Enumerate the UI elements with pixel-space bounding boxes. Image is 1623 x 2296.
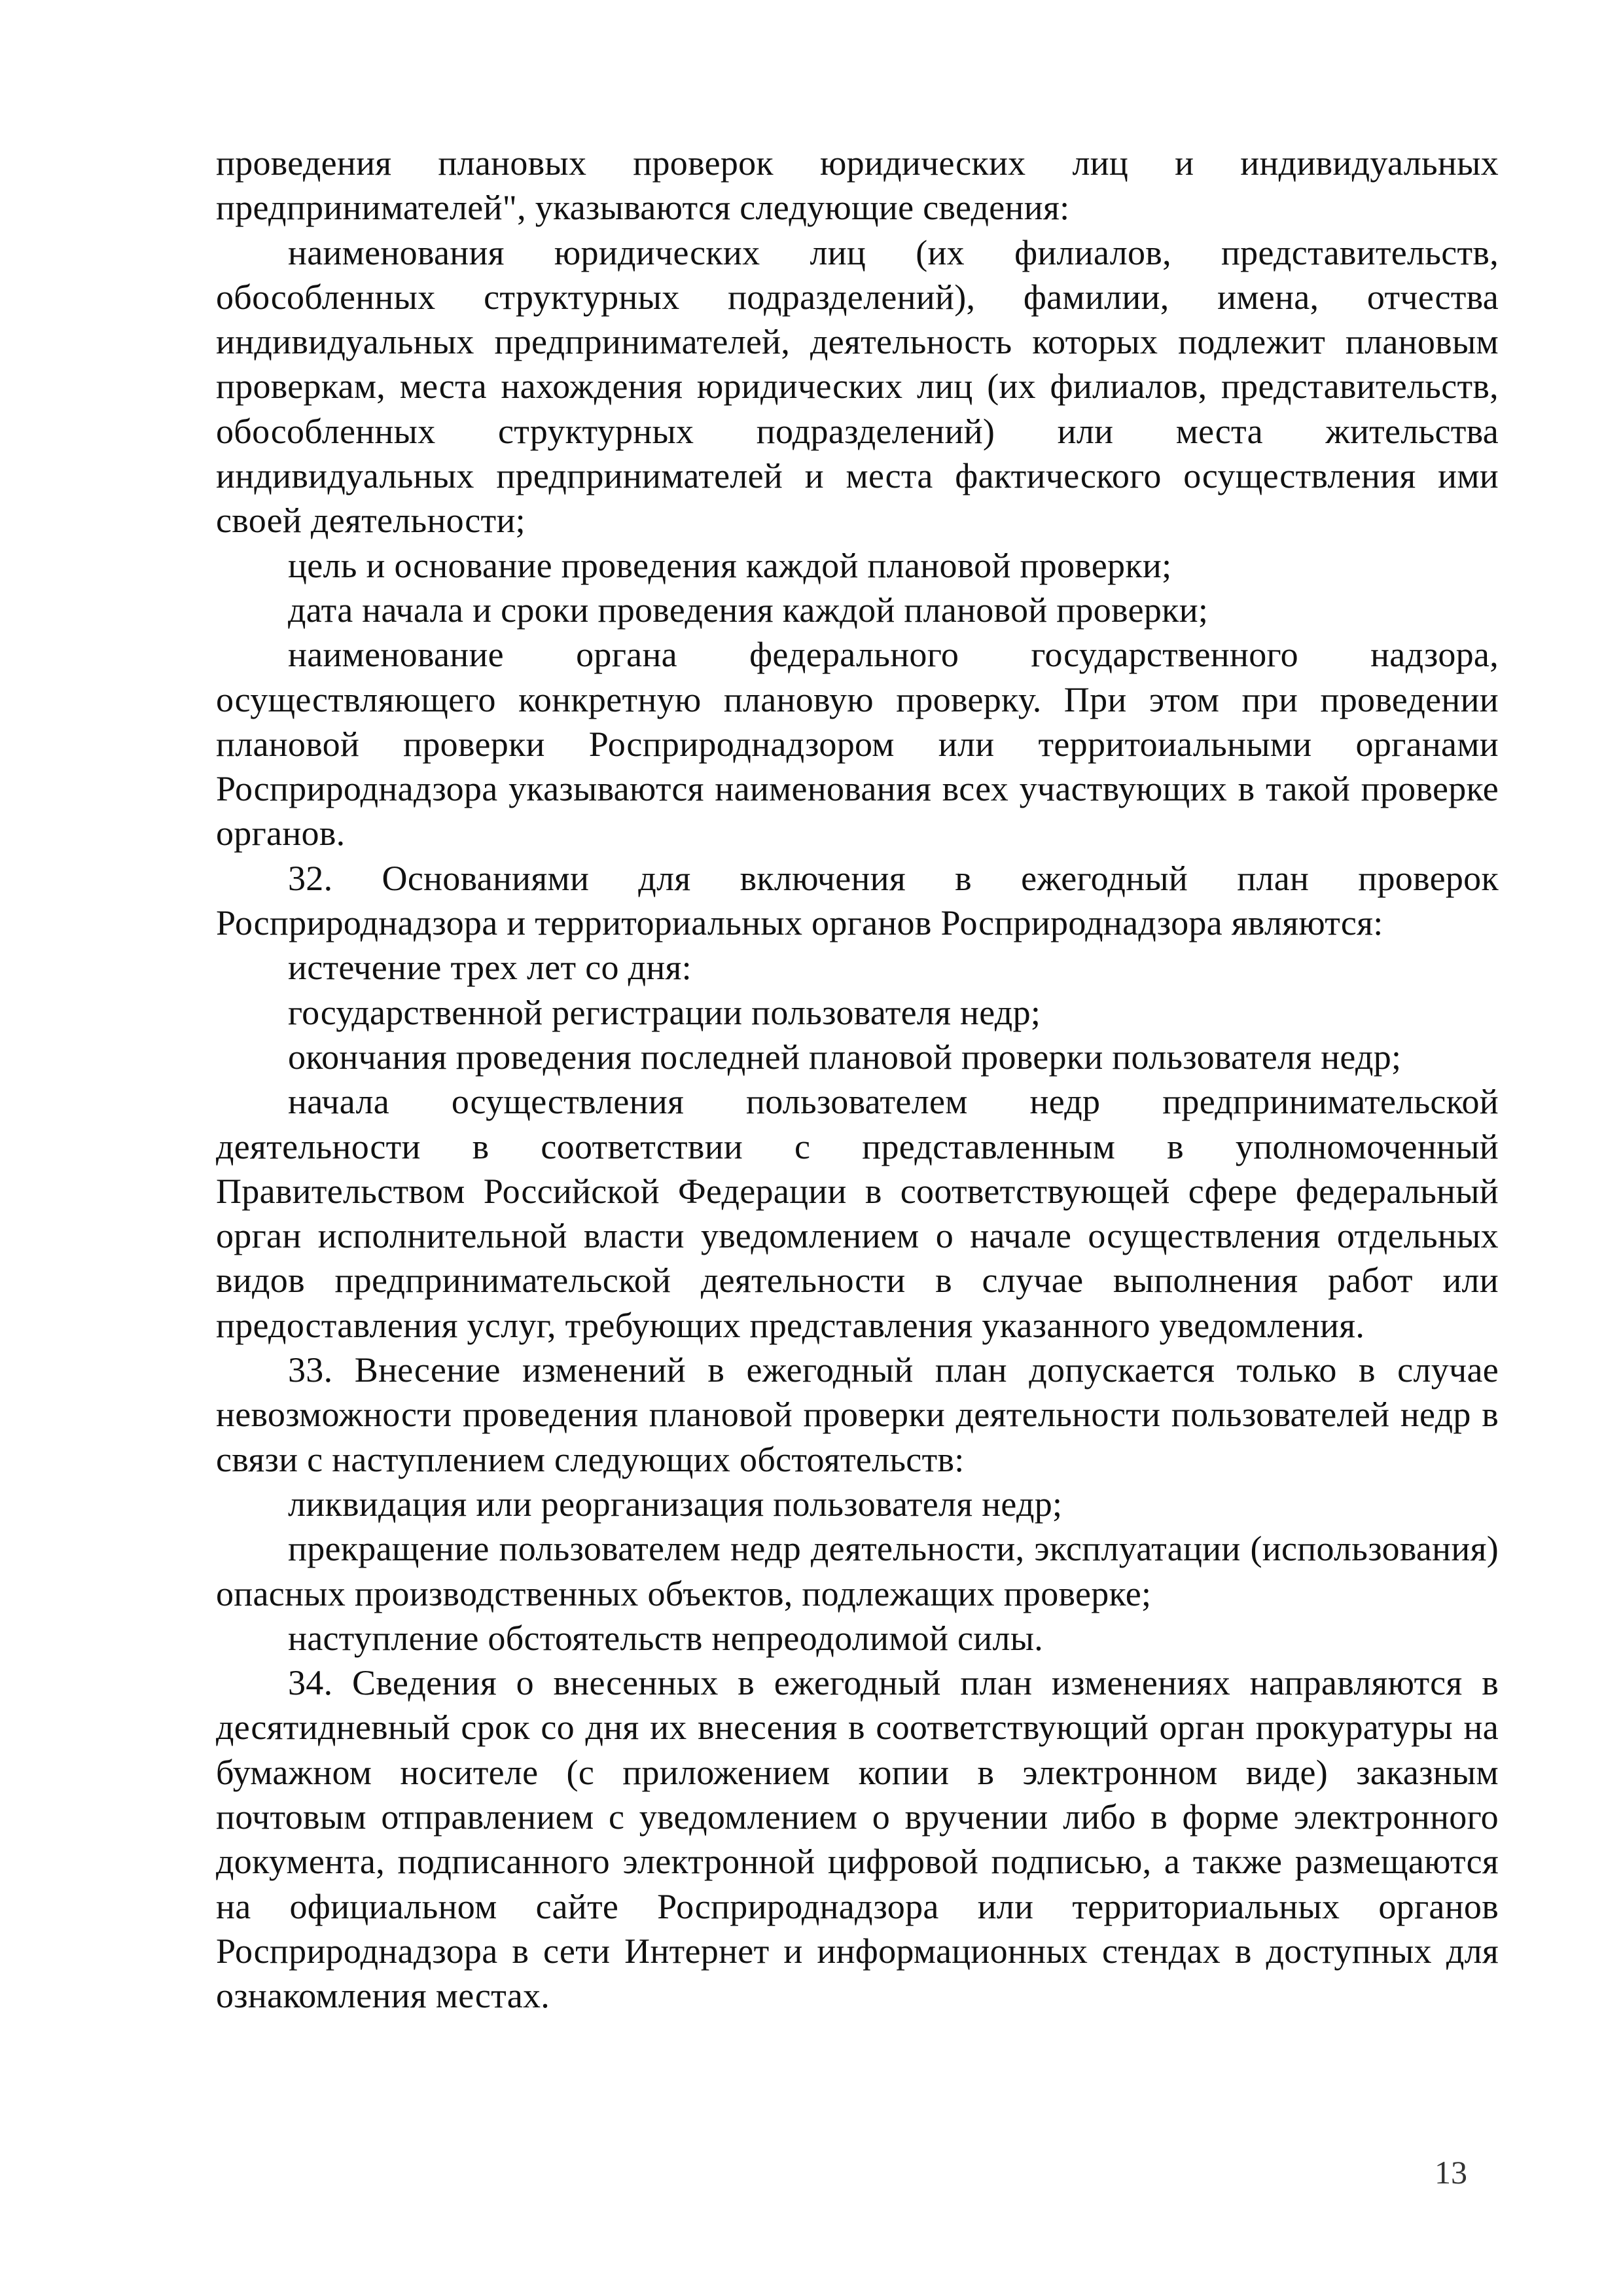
paragraph: окончания проведения последней плановой проверки пользователя недр; xyxy=(288,1037,1402,1077)
page-number: 13 xyxy=(1435,2154,1467,2191)
paragraph-clause-34: 34. Сведения о внесенных в ежегодный план изменениях направляются в десятидневный срок со дня их внесения в соответствующий орган прокуратуры на бумажном носителе (с приложением копии в электронном виде) заказным почтовым отправлением с уведомлением о вручении либо в форме электронного документа, подписанного электронной цифровой подписью, а также размещаются на официальном сайте Росприроднадзора или территориальных органов Росприроднадзора в сети Интернет и информационных стендах в доступных для ознакомления местах. xyxy=(216,1663,1499,2016)
paragraph: начала осуществления пользователем недр предпринимательской деятельности в соответствии с представленным в уполномоченный Правительством Российской Федерации в соответствующей сфере федеральный орган исполнительной власти уведомлением о начале осуществления отдельных видов предпринимательской деятельности в случае выполнения работ или предоставления услуг, требующих представления указанного уведомления. xyxy=(216,1082,1499,1345)
paragraph: проведения плановых проверок юридических лиц и индивидуальных предпринимателей", указываются следующие сведения: xyxy=(216,143,1499,228)
paragraph: истечение трех лет со дня: xyxy=(288,948,692,988)
paragraph: цель и основание проведения каждой плановой проверки; xyxy=(288,545,1172,585)
paragraph: наступление обстоятельств непреодолимой силы. xyxy=(288,1618,1044,1658)
paragraph: прекращение пользователем недр деятельности, эксплуатации (использования) опасных производственных объектов, подлежащих проверке; xyxy=(216,1529,1499,1613)
paragraph: дата начала и сроки проведения каждой плановой проверки; xyxy=(288,590,1209,630)
paragraph: наименования юридических лиц (их филиалов, представительств, обособленных структурных подразделений), фамилии, имена, отчества индивидуальных предпринимателей, деятельность которых подлежит плановым проверкам, места нахождения юридических лиц (их филиалов, представительств, обособленных структурных подразделений) или места жительства индивидуальных предпринимателей и места фактического осуществления ими своей деятельности; xyxy=(216,232,1499,541)
paragraph: государственной регистрации пользователя недр; xyxy=(288,992,1041,1032)
document-body xyxy=(216,141,1499,2018)
paragraph-clause-32: 32. Основаниями для включения в ежегодный план проверок Росприроднадзора и территориальных органов Росприроднадзора являются: xyxy=(216,858,1499,943)
paragraph: наименование органа федерального государственного надзора, осуществляющего конкретную плановую проверку. При этом при проведении плановой проверки Росприроднадзором или территоиальными органами Росприроднадзора указываются наименования всех участвующих в такой проверке органов. xyxy=(216,635,1499,853)
paragraph: ликвидация или реорганизация пользователя недр; xyxy=(288,1484,1063,1524)
paragraph-clause-33: 33. Внесение изменений в ежегодный план допускается только в случае невозможности проведения плановой проверки деятельности пользователей недр в связи с наступлением следующих обстоятельств: xyxy=(216,1350,1499,1479)
